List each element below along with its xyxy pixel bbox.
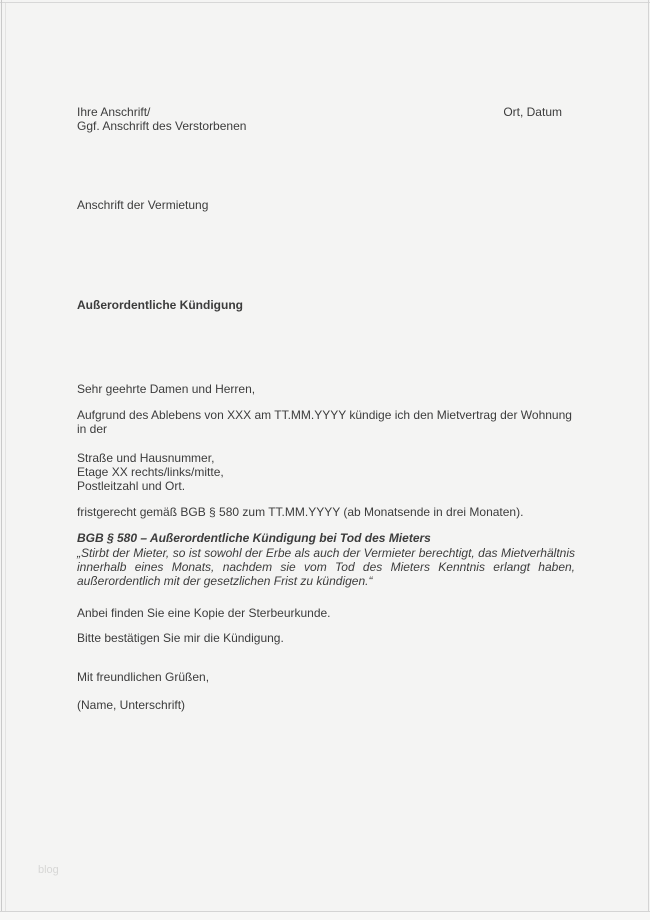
law-citation-heading: BGB § 580 – Außerordentliche Kündigung bei Tod des Mieters: [77, 531, 431, 545]
page-footer-strip: [0, 912, 650, 920]
page-border-left-inner: [5, 3, 6, 911]
salutation-line: Sehr geehrte Damen und Herren,: [77, 382, 256, 396]
sender-line-2: Ggf. Anschrift des Verstorbenen: [77, 119, 247, 133]
apartment-address-line-2: Etage XX rechts/links/mitte,: [77, 465, 224, 479]
place-date-line: Ort, Datum: [503, 105, 562, 119]
apartment-address-line-3: Postleitzahl und Ort.: [77, 479, 186, 493]
page-border-right: [648, 0, 649, 920]
attachment-paragraph: Anbei finden Sie eine Kopie der Sterbeurkunde.: [77, 606, 331, 620]
closing-line: Mit freundlichen Grüßen,: [77, 670, 210, 684]
subject-line: Außerordentliche Kündigung: [77, 298, 243, 312]
intro-paragraph: Aufgrund des Ablebens von XXX am TT.MM.YYYY kündige ich den Mietvertrag der Wohnung in der: [77, 408, 572, 436]
sender-line-1: Ihre Anschrift/: [77, 105, 151, 119]
confirmation-request-paragraph: Bitte bestätigen Sie mir die Kündigung.: [77, 631, 284, 645]
law-citation-quote: „Stirbt der Mieter, so ist sowohl der Erbe als auch der Vermieter berechtigt, das Mietverhältnis innerhalb eines Monats, nachdem sie vom Tod des Mieters Kenntnis erlangt haben, außerordentlich mit der gesetzlichen Frist zu kündigen.“: [77, 546, 575, 588]
deadline-paragraph: fristgerecht gemäß BGB § 580 zum TT.MM.YYYY (ab Monatsende in drei Monaten).: [77, 505, 524, 519]
recipient-address-line: Anschrift der Vermietung: [77, 198, 209, 212]
page-border-left-outer: [1, 0, 2, 920]
sender-address-block: [77, 105, 575, 133]
signature-placeholder: (Name, Unterschrift): [77, 698, 186, 712]
page-border-top: [0, 2, 650, 3]
apartment-address-line-1: Straße und Hausnummer,: [77, 451, 215, 465]
blog-watermark: blog: [38, 864, 59, 876]
apartment-address-block: [77, 451, 575, 493]
